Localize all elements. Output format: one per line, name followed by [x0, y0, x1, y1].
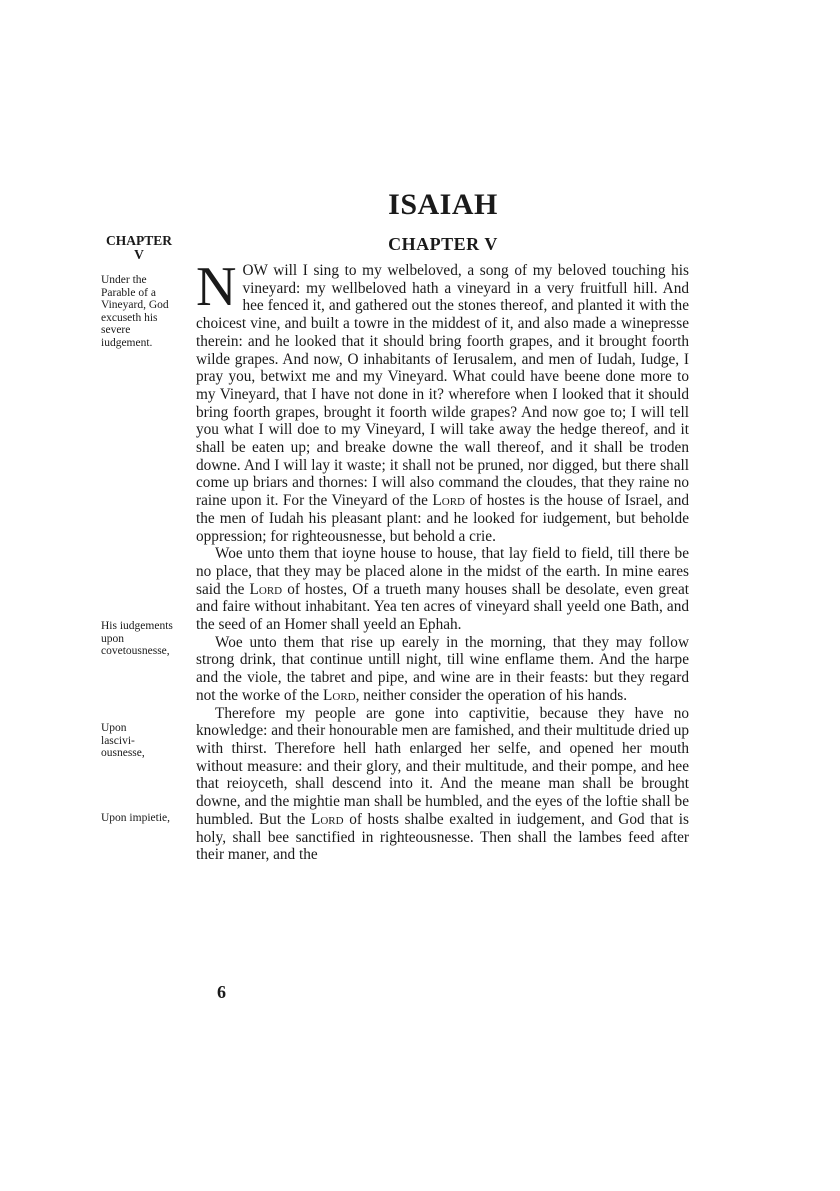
lord-small-caps: Lord [249, 580, 283, 598]
lord-small-caps: Lord [311, 810, 344, 828]
chapter-heading: CHAPTER V [388, 234, 498, 254]
margin-chapter-number: V [134, 247, 144, 262]
paragraph-3-start: Woe unto them that rise up earely in the morning, that they may follow strong drink, that continue untill night, till wine enflame them. And the harpe and the viole, the tabret and pipe, and wine are in their feasts: but they regard not the worke of the [196, 633, 689, 704]
book-title: ISAIAH [388, 188, 498, 221]
drop-cap: N [196, 256, 237, 318]
page-number: 6 [217, 982, 226, 1002]
lord-small-caps: Lord [432, 492, 465, 510]
margin-note-vineyard: Under the Parable of a Vineyard, God excuseth his severe iudgement. [101, 274, 169, 349]
paragraph-4 [196, 705, 689, 864]
margin-note-covetousnesse: His iudgements upon covetousnesse, [101, 620, 173, 657]
margin-note-impietie: Upon impietie, [101, 812, 170, 824]
paragraph-4-start: Therefore my people are gone into captivitie, because they have no knowledge: and their honourable men are famished, and their multitude dried up with thirst. Therefore hell hath enlarged her selfe, and opened her mouth without measure: and their glory, and their multitude, and their pompe, and hee that reioyceth, shall descend into it. And the meane man shall be brought downe, and the mightie man shall be humbled, and the eyes of the loftie shall be humbled. But the [196, 704, 689, 828]
margin-chapter-word: CHAPTER [105, 233, 172, 248]
margin-note-lasciviousnesse: Upon lascivi-ousnesse, [101, 722, 145, 759]
paragraph-1 [196, 256, 689, 545]
paragraph-3 [196, 634, 689, 705]
lord-small-caps: Lord [323, 686, 356, 704]
chapter-body [196, 256, 690, 864]
paragraph-2-end: of hostes, Of a trueth many houses shall be desolate, even great and faire without inhabitant. Yea ten acres of vineyard shall yeeld one Bath, and the seed of an Homer shall yeeld an Ephah. [196, 580, 689, 634]
paragraph-3-end: , neither consider the operation of his hands. [355, 686, 628, 704]
paragraph-4-end: of hosts shalbe exalted in iudgement, and God that is holy, shall bee sanctified in righteousnesse. Then shall the lambes feed after their maner, and the [196, 810, 690, 864]
paragraph-1-end: of hostes is the house of Israel, and the men of Iudah his pleasant plant: and he looked for iudgement, but beholde oppression; for righteousnesse, but behold a crie. [196, 492, 689, 545]
paragraph-2 [196, 545, 689, 634]
paragraph-1-start: OW will I sing to my welbeloved, a song of my beloved touching his vineyard: my wellbeloved hath a vineyard in a very fruitfull hill. And hee fenced it, and gathered out the stones thereof, and planted it with the choicest vine, and built a towre in the middest of it, and also made a winepresse therein: and he looked that it should bring foorth grapes, and it brought foorth wilde grapes. And now, O inhabitants of Ierusalem, and men of Iudah, Iudge, I pray you, betwixt me and my Vineyard. What could have beene done more to my Vineyard, that I have not done in it? wherefore when I looked that it should bring foorth grapes, brought it foorth wilde grapes? And now goe to; I will tell you what I will doe to my Vineyard, I will take away the hedge thereof, and it shall be eaten up; and breake downe the wall thereof, and it shall be troden downe. And I will lay it waste; it shall not be pruned, nor digged, but there shall come up briars and thornes: I will also command the cloudes, that they raine no raine upon it. For the Vineyard of the [196, 262, 689, 510]
paragraph-2-start: Woe unto them that ioyne house to house, that lay field to field, till there be no place, that they may be placed alone in the midst of the earth. In mine eares said the [196, 545, 689, 598]
margin-chapter-label [94, 234, 184, 262]
